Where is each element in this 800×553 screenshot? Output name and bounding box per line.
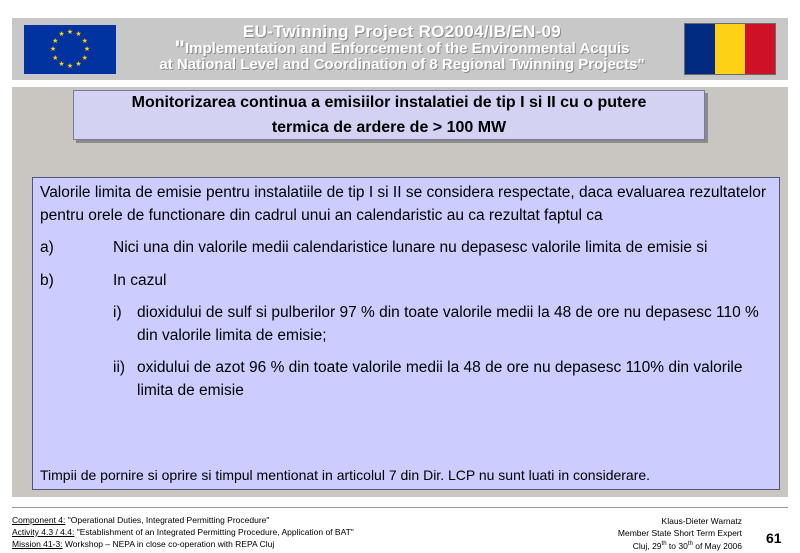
quote-mark: ": [174, 36, 185, 61]
footer-divider: [12, 507, 788, 508]
sub-item-ii: [113, 357, 772, 402]
romania-flag-icon: [684, 23, 776, 75]
sub-item-i: [113, 302, 772, 347]
ro-flag-blue-band: [685, 24, 715, 74]
date-sup-2: th: [687, 541, 693, 547]
body-text-box: [32, 177, 780, 490]
project-name-line2: at National Level and Coordination of 8 Regional Twinning Projects": [159, 56, 645, 73]
ro-flag-yellow-band: [715, 24, 745, 74]
date-suffix: of May 2006: [692, 540, 742, 551]
eu-star-icon: ★: [52, 54, 59, 62]
project-code: EU-Twinning Project RO2004/IB/EN-09: [242, 22, 562, 41]
component-text: "Operational Duties, Integrated Permitting Procedure": [65, 515, 270, 525]
eu-star-icon: ★: [66, 63, 74, 70]
list-item-a: [40, 237, 772, 260]
author-role: Member State Short Term Expert: [617, 527, 742, 538]
component-label: Component 4:: [12, 515, 66, 525]
list-marker: b): [40, 271, 54, 289]
eu-star-icon: ★: [75, 60, 82, 68]
footer-project-info: [12, 514, 354, 550]
slide-title-line1: Monitorizarea continua a emisiilor instalatiei de tip I si II cu o putere: [131, 94, 647, 111]
list-marker: a): [40, 239, 54, 256]
activity-text: "Establishment of an Integrated Permitting Procedure, Application of BAT": [74, 527, 354, 537]
mission-label: Mission 41-3:: [12, 539, 63, 549]
eu-flag-icon: [24, 25, 116, 74]
date-prefix: Cluj, 29: [632, 540, 662, 551]
sub-list-marker: i): [113, 304, 122, 321]
date-mid: to 30: [666, 540, 688, 551]
eu-star-icon: ★: [83, 46, 91, 53]
intro-paragraph: Valorile limita de emisie pentru instalatiile de tip I si II se considera respectate, daca evaluarea rezultatelor pentru orele de functionare din cadrul unui an calendaristic au ca rezultat faptul ca: [40, 184, 767, 224]
eu-star-icon: ★: [75, 31, 82, 39]
mission-text: Workshop – NEPA in close co-operation with REPA Cluj: [62, 539, 275, 549]
eu-star-icon: ★: [66, 29, 74, 36]
footer-author-info: [618, 516, 742, 552]
date-sup-1: th: [661, 541, 667, 547]
header-title: [122, 22, 682, 73]
eu-star-icon: ★: [81, 37, 88, 45]
eu-star-icon: ★: [58, 31, 65, 39]
sub-item-text: dioxidului de sulf si pulberilor 97 % din toate valorile medii la 48 de ore nu depasesc 110 % din valorile limita de emisie;: [137, 304, 759, 344]
list-item-text: In cazul: [113, 271, 167, 289]
eu-star-icon: ★: [52, 37, 59, 45]
footer-mission-line: [12, 538, 354, 550]
eu-star-icon: ★: [81, 54, 88, 62]
list-item-b: [40, 270, 772, 293]
author-name: Klaus-Dieter Warnatz: [661, 516, 742, 526]
eu-star-icon: ★: [49, 46, 57, 53]
slide-title-box: [73, 90, 705, 140]
list-item-text: Nici una din valorile medii calendaristice lunare nu depasesc valorile limita de emisie si: [113, 239, 708, 256]
sub-list-marker: ii): [113, 359, 126, 376]
page-number: 61: [766, 530, 782, 546]
ro-flag-red-band: [745, 24, 775, 74]
sub-item-text: oxidului de azot 96 % din toate valorile medii la 48 de ore nu depasesc 110% din valorile limita de emisie: [137, 359, 743, 399]
footer-activity-line: [12, 526, 354, 538]
slide-title: [132, 90, 647, 140]
header-banner: [12, 18, 788, 80]
eu-star-icon: ★: [58, 60, 65, 68]
slide-title-line2: termica de ardere de > 100 MW: [271, 119, 507, 136]
footnote: Timpii de pornire si oprire si timpul mentionat in articolul 7 din Dir. LCP nu sunt luati in considerare.: [40, 467, 651, 483]
footer-component-line: [12, 514, 354, 526]
content-area: [12, 87, 788, 497]
project-name-line1-text: Implementation and Enforcement of the Environmental Acquis: [184, 40, 630, 57]
event-date: [618, 539, 742, 552]
project-name-line1: [122, 36, 682, 61]
activity-label: Activity 4.3 / 4.4:: [12, 527, 75, 537]
